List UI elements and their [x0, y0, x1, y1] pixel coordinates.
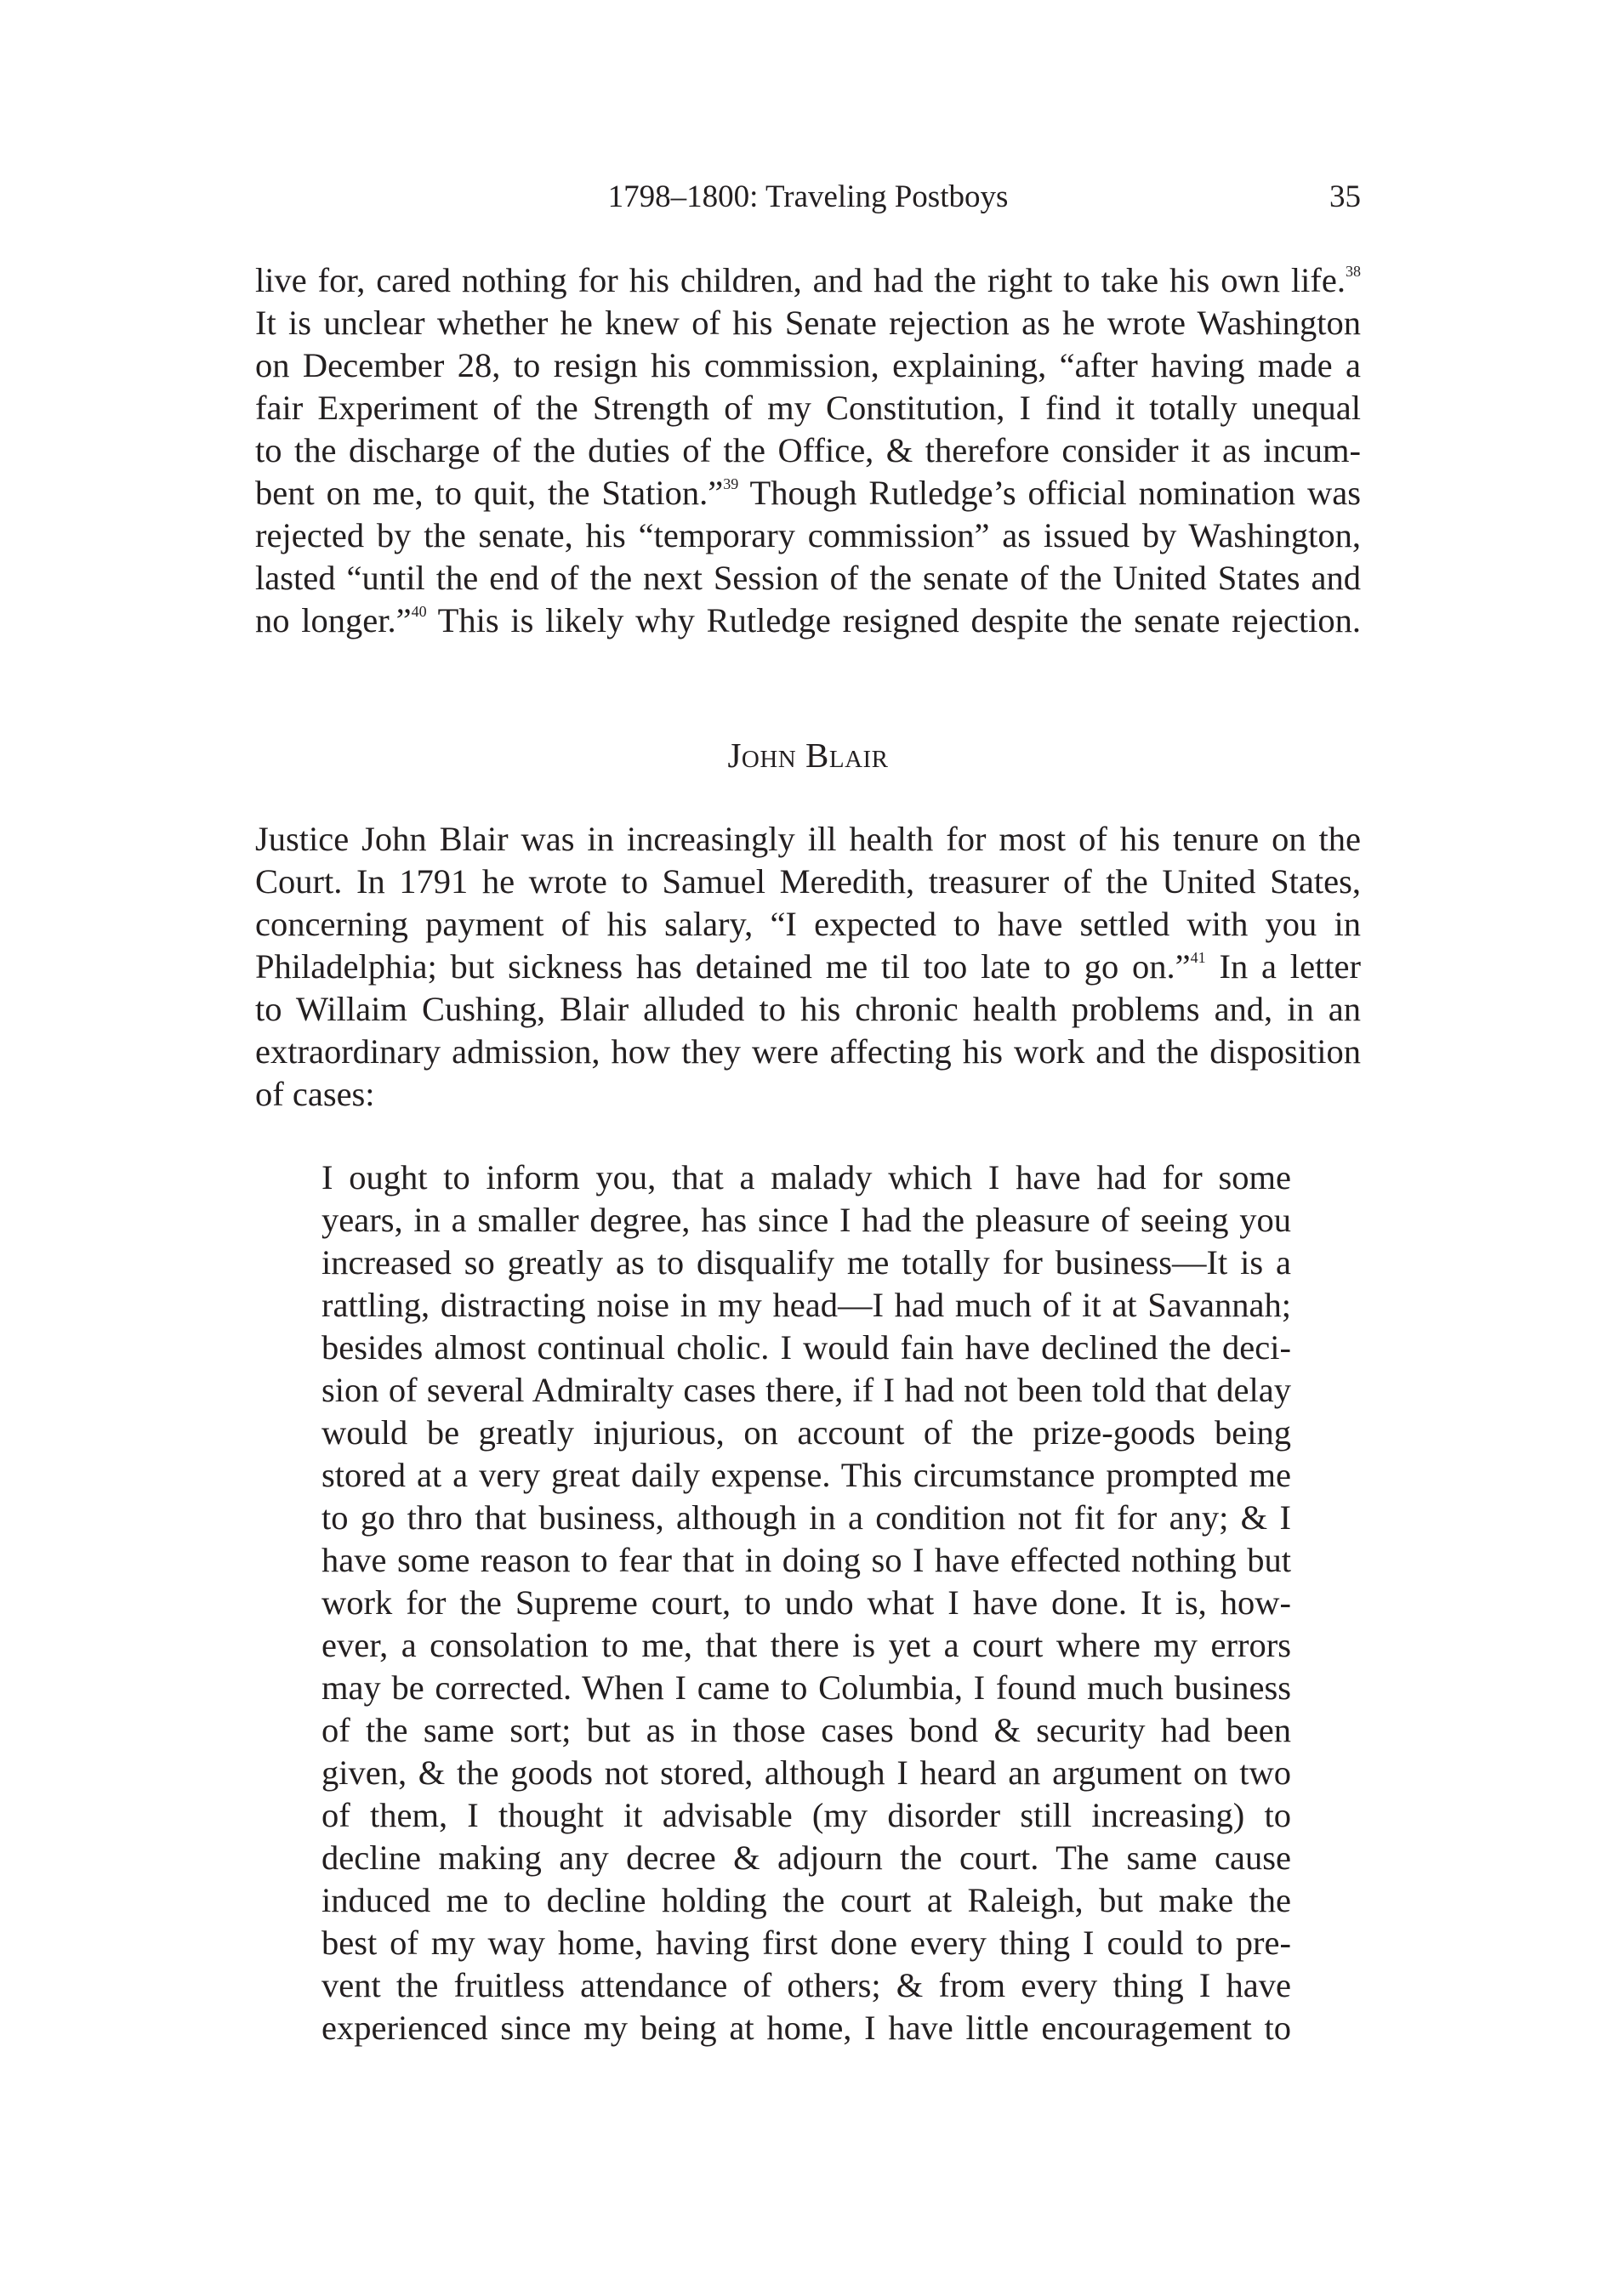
text-line: Court. In 1791 he wrote to Samuel Meredith, treasurer of the United States, — [255, 862, 1361, 901]
text-line: of cases: — [255, 1075, 375, 1113]
paragraph-blair — [255, 818, 1361, 1116]
quote-line: work for the Supreme court, to undo what I have done. It is, how- — [321, 1583, 1291, 1622]
quote-line: have some reason to fear that in doing so I have effected nothing but — [321, 1541, 1291, 1579]
quote-line: years, in a smaller degree, has since I had the pleasure of seeing you — [321, 1201, 1291, 1239]
footnote-ref: 40 — [411, 603, 427, 620]
quote-line: would be greatly injurious, on account of the prize-goods being — [321, 1413, 1291, 1452]
quote-line: experienced since my being at home, I have little encouragement to — [321, 2009, 1291, 2047]
text-line: to Willaim Cushing, Blair alluded to his chronic health problems and, in an — [255, 990, 1361, 1028]
text-line: Philadelphia; but sickness has detained me til too late to go on.”$^{41}$ In a letter — [255, 947, 1362, 986]
quote-line: induced me to decline holding the court at Raleigh, but make the — [321, 1881, 1291, 1919]
quote-line: besides almost continual cholic. I would fain have declined the deci- — [321, 1328, 1291, 1367]
quote-line: may be corrected. When I came to Columbia, I found much business — [321, 1668, 1291, 1707]
footnote-ref: 41 — [1190, 949, 1206, 966]
quote-line: sion of several Admiralty cases there, if I had not been told that delay — [321, 1371, 1291, 1409]
quote-line: increased so greatly as to disqualify me totally for business—It is a — [321, 1243, 1291, 1282]
text-line: It is unclear whether he knew of his Senate rejection as he wrote Washington — [255, 304, 1361, 342]
text-line: Justice John Blair was in increasingly ill health for most of his tenure on the — [255, 820, 1361, 858]
text-line: extraordinary admission, how they were affecting his work and the disposition — [255, 1032, 1361, 1071]
text-line: lasted “until the end of the next Session of the senate of the United States and — [255, 559, 1361, 597]
running-head — [255, 174, 1361, 220]
text-line: fair Experiment of the Strength of my Constitution, I find it totally unequal — [255, 389, 1361, 427]
text-line: rejected by the senate, his “temporary commission” as issued by Washington, — [255, 516, 1361, 554]
section-heading: John Blair — [727, 736, 889, 775]
text-line: bent on me, to quit, the Station.”$^{39}$ Though Rutledge’s official nomination was — [255, 474, 1361, 512]
quote-line: rattling, distracting noise in my head—I had much of it at Savannah; — [321, 1286, 1291, 1324]
quote-line: ever, a consolation to me, that there is yet a court where my errors — [321, 1626, 1291, 1664]
quote-line: decline making any decree & adjourn the court. The same cause — [321, 1839, 1291, 1877]
quote-line: best of my way home, having first done every thing I could to pre- — [321, 1924, 1291, 1962]
quote-line: I ought to inform you, that a malady which I have had for some — [321, 1158, 1291, 1196]
quote-line: to go thro that business, although in a condition not fit for any; & I — [321, 1498, 1291, 1537]
footnote-ref: 38 — [1346, 263, 1361, 280]
quote-line: of them, I thought it advisable (my disorder still increasing) to — [321, 1796, 1291, 1834]
text-line: to the discharge of the duties of the Office, & therefore consider it as incum- — [255, 431, 1361, 469]
quote-line: vent the fruitless attendance of others; & from every thing I have — [321, 1966, 1291, 2004]
footnote-ref: 39 — [723, 475, 739, 492]
page-number: 35 — [1329, 179, 1361, 214]
text-line: live for, cared nothing for his children, and had the right to take his own life.$^{38}$ — [255, 261, 1361, 299]
text-line: concerning payment of his salary, “I expected to have settled with you in — [255, 905, 1361, 943]
paragraph-rutledge — [255, 259, 1361, 642]
quote-line: given, & the goods not stored, although I heard an argument on two — [321, 1753, 1291, 1792]
block-quote — [321, 1157, 1291, 2049]
text-line: on December 28, to resign his commission, explaining, “after having made a — [255, 346, 1361, 384]
text-line: no longer.”$^{40}$ This is likely why Rutledge resigned despite the senate rejection. — [255, 601, 1361, 639]
quote-line: of the same sort; but as in those cases bond & security had been — [321, 1711, 1291, 1749]
quote-line: stored at a very great daily expense. This circumstance prompted me — [321, 1456, 1291, 1494]
running-title: 1798–1800: Traveling Postboys — [607, 179, 1009, 214]
